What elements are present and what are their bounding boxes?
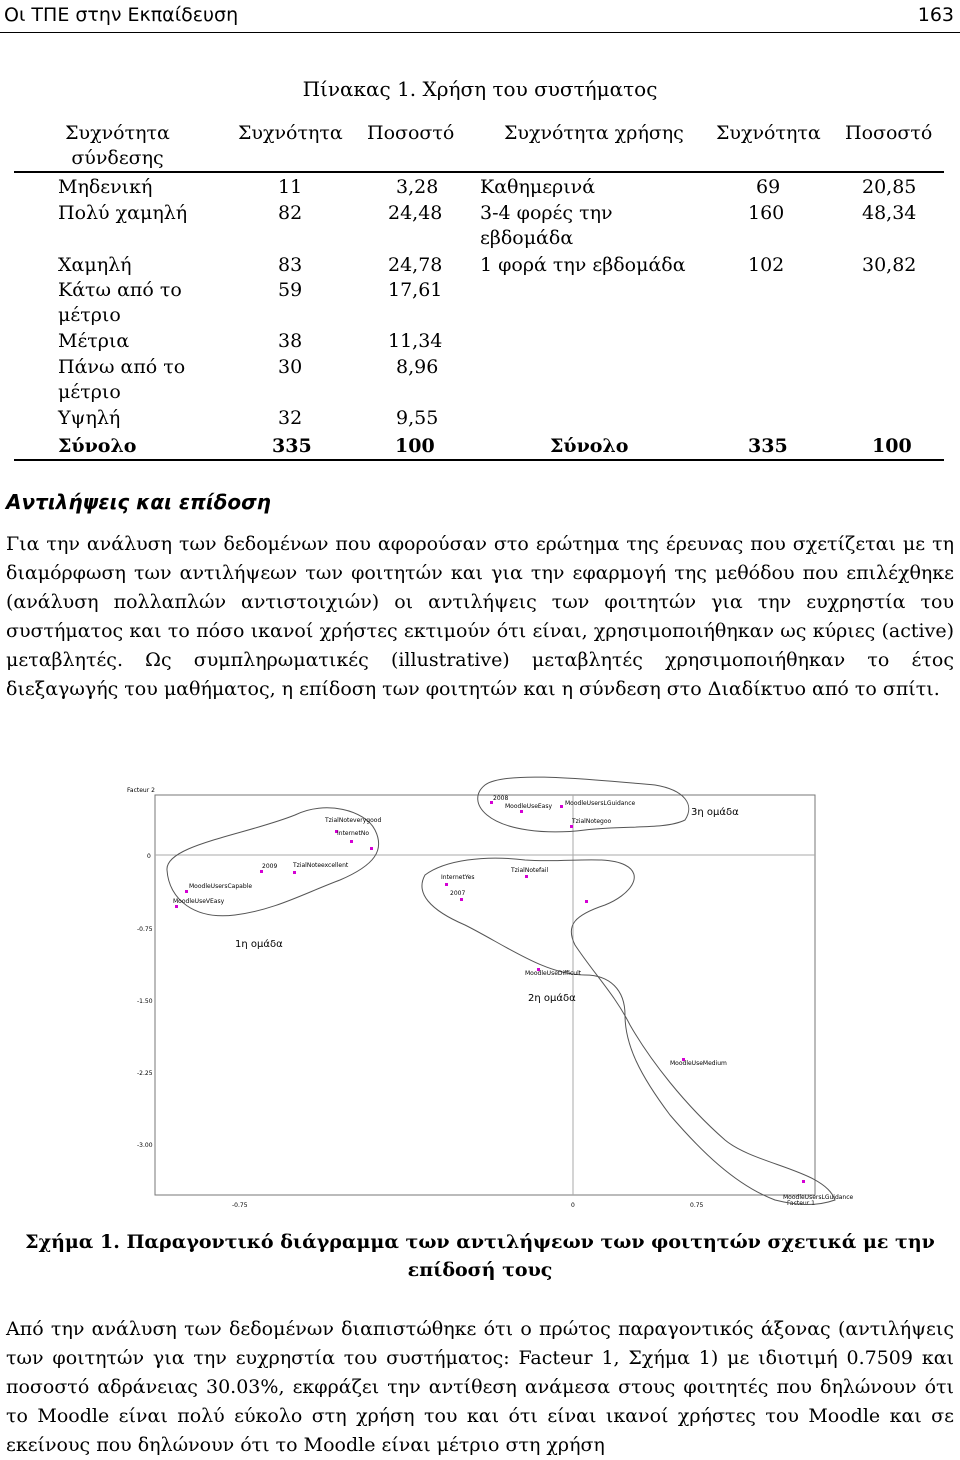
page-header xyxy=(0,0,960,33)
paragraph-text: Για την ανάλυση των δεδομένων που αφορούσαν στο ερώτημα της έρευνας που σχετίζεται με τη διαμόρφωση των αντιλήψεων των φοιτητών και για την εφαρμογή της μεθόδου που επιλέχθηκε (ανάλυση πολλαπλών αντιστοιχιών) οι αντιλήψεις των φοιτητών για την ευχρηστία του συστήματος και το πόσο ικανοί χρήστες εκτιμούν ότι είναι, χρησιμοποιήθηκαν ως κύριες (active) μεταβλητές. Ως συμπληρωματικές (illustrative) μεταβλητές χρησιμοποιήθηκαν το έτος διεξαγωγής του μαθήματος, η επίδοση των φοιτητών και η σύνδεση στο Διαδίκτυο από το σπίτι. xyxy=(6,533,954,700)
point-label: MoodleUseEasy xyxy=(505,803,553,810)
y-tick-label: -3.00 xyxy=(137,1142,153,1149)
col-header-freq-left: Συχνότητα xyxy=(238,122,343,144)
point-2009 xyxy=(260,863,277,873)
y-tick-label: -0.75 xyxy=(137,926,153,933)
section-title: Αντιλήψεις και επίδοση xyxy=(6,490,271,514)
row-pct: 48,34 xyxy=(862,202,917,224)
row-pct: 17,61 xyxy=(388,279,443,301)
row-freq: 32 xyxy=(278,407,303,429)
row-pct: 20,85 xyxy=(862,176,917,198)
table-header-rule xyxy=(14,171,944,173)
table-title: Πίνακας 1. Χρήση του συστήματος xyxy=(302,77,658,101)
x-tick-label: 0 xyxy=(571,1202,575,1209)
group-2-outline xyxy=(422,858,835,1204)
point-label: 2007 xyxy=(450,890,466,897)
row-label: 3-4 φορές την xyxy=(480,202,613,224)
row-pct: 3,28 xyxy=(396,176,439,198)
figure-caption xyxy=(0,1228,960,1284)
total-pct-left: 100 xyxy=(395,435,435,457)
row-label-cont: μέτριο xyxy=(58,304,121,326)
running-title: Οι ΤΠΕ στην Εκπαίδευση xyxy=(4,4,239,26)
row-freq: 69 xyxy=(756,176,781,198)
point-moodleuserslguidance-b xyxy=(783,1180,854,1201)
total-pct-right: 100 xyxy=(872,435,912,457)
point-label: TzialNoteexcellent xyxy=(293,862,349,869)
row-freq: 160 xyxy=(748,202,785,224)
row-freq: 11 xyxy=(278,176,303,198)
paragraph-text: Από την ανάλυση των δεδομένων διαπιστώθηκε ότι ο πρώτος παραγοντικός άξονας (αντιλήψεις των φοιτητών για την ευχρηστία του συστήματος: Facteur 1, Σχήμα 1) με ιδιοτιμή 0.7509 και ποσοστό αδράνειας 30.03%, εκφράζει την αντίθεση ανάμεσα στους φοιτητές που δηλώνουν ότι το Moodle είναι πολύ εύκολο στη χρήση του και ότι είναι ικανοί χρήστες του Moodle και σε εκείνους που δηλώνουν ότι το Moodle είναι μέτριο στη χρήση xyxy=(6,1318,954,1456)
y-tick-label: -2.25 xyxy=(137,1070,153,1077)
row-freq: 59 xyxy=(278,279,303,301)
point-tzialnoteexcellent xyxy=(292,862,349,874)
y-tick-label: -1.50 xyxy=(137,998,153,1005)
point-2007 xyxy=(450,890,465,901)
point-label: MoodleUseMedium xyxy=(670,1060,727,1067)
page-number: 163 xyxy=(917,4,954,26)
group-1-label: 1η ομάδα xyxy=(235,939,283,950)
point-label: MoodleUsersCapable xyxy=(189,883,253,890)
point-label: InternetNo xyxy=(337,830,369,837)
row-pct: 8,96 xyxy=(396,356,439,378)
point-label: MoodleUsersLGuidance xyxy=(565,800,636,807)
row-label: Κάτω από το xyxy=(58,279,182,301)
total-label-left: Σύνολο xyxy=(58,435,137,457)
point-moodleusedifficult xyxy=(525,968,582,977)
row-label-cont: μέτριο xyxy=(58,381,121,403)
point-tzialnotefail xyxy=(510,867,548,878)
row-label: Υψηλή xyxy=(58,407,121,429)
point-label: TzialNoteverygood xyxy=(325,817,382,824)
point-label: MoodleUsersLGuidance xyxy=(783,1194,854,1201)
row-label: Μηδενική xyxy=(58,176,153,198)
col-header-pct-left: Ποσοστό xyxy=(367,122,455,144)
row-pct: 11,34 xyxy=(388,330,443,352)
group-3-label: 3η ομάδα xyxy=(691,807,739,818)
point-moodleuseeasy xyxy=(505,803,552,813)
row-freq: 30 xyxy=(278,356,303,378)
row-pct: 9,55 xyxy=(396,407,439,429)
row-pct: 24,48 xyxy=(388,202,443,224)
row-label: 1 φορά την εβδομάδα xyxy=(480,254,686,276)
col-header-connection-freq xyxy=(60,121,175,171)
row-label: Πολύ χαμηλή xyxy=(58,202,188,224)
point-moodleusevEasy xyxy=(173,898,225,908)
total-label-right: Σύνολο xyxy=(550,435,629,457)
total-freq-left: 335 xyxy=(272,435,312,457)
point-label: TzialNotegoo xyxy=(572,818,612,825)
paragraph-analysis xyxy=(6,530,954,704)
col-header-connection-freq-line2: σύνδεσης xyxy=(71,147,164,169)
x-axis-label: Facteur 1 xyxy=(787,1200,815,1207)
y-axis-label: Facteur 2 xyxy=(127,787,155,794)
row-pct: 24,78 xyxy=(388,254,443,276)
x-tick-label: -0.75 xyxy=(232,1202,248,1209)
point-internetno xyxy=(337,830,369,843)
point-marker xyxy=(585,900,588,903)
point-internetyes xyxy=(441,874,475,886)
row-freq: 38 xyxy=(278,330,303,352)
col-header-usage-freq: Συχνότητα χρήσης xyxy=(504,122,684,144)
x-tick-label: 0.75 xyxy=(690,1202,704,1209)
caption-line-1: Σχήμα 1. Παραγοντικό διάγραμμα των αντιλήψεων των φοιτητών σχετικά με την xyxy=(25,1231,935,1253)
row-freq: 82 xyxy=(278,202,303,224)
point-label: MoodleUseDifficult xyxy=(525,970,582,977)
table-bottom-rule xyxy=(14,459,944,461)
total-freq-right: 335 xyxy=(748,435,788,457)
point-moodleuserscapable xyxy=(185,883,252,893)
caption-line-2: επίδοσή τους xyxy=(407,1259,553,1281)
point-moodleusemedium xyxy=(670,1058,727,1067)
row-label: Χαμηλή xyxy=(58,254,132,276)
row-label: Καθημερινά xyxy=(480,176,596,198)
y-tick-label: 0 xyxy=(147,853,151,860)
row-label-cont: εβδομάδα xyxy=(480,227,574,249)
factor-diagram xyxy=(125,775,854,1215)
point-label: TzialNotefail xyxy=(511,867,549,874)
group-2-label: 2η ομάδα xyxy=(528,993,576,1004)
row-pct: 30,82 xyxy=(862,254,917,276)
col-header-connection-freq-line1: Συχνότητα xyxy=(65,122,170,144)
point-moodleuserslguidance-a xyxy=(560,800,636,808)
point-label: 2009 xyxy=(262,863,278,870)
col-header-freq-right: Συχνότητα xyxy=(716,122,821,144)
row-freq: 83 xyxy=(278,254,303,276)
point-label: InternetYes xyxy=(441,874,475,881)
point-tzialnotegoo xyxy=(570,818,612,828)
row-freq: 102 xyxy=(748,254,785,276)
row-label: Πάνω από το xyxy=(58,356,186,378)
point-label: MoodleUseVEasy xyxy=(173,898,225,905)
col-header-pct-right: Ποσοστό xyxy=(845,122,933,144)
point-label: 2008 xyxy=(493,795,509,802)
paragraph-findings xyxy=(6,1315,954,1460)
row-label: Μέτρια xyxy=(58,330,130,352)
point-marker xyxy=(370,847,373,850)
